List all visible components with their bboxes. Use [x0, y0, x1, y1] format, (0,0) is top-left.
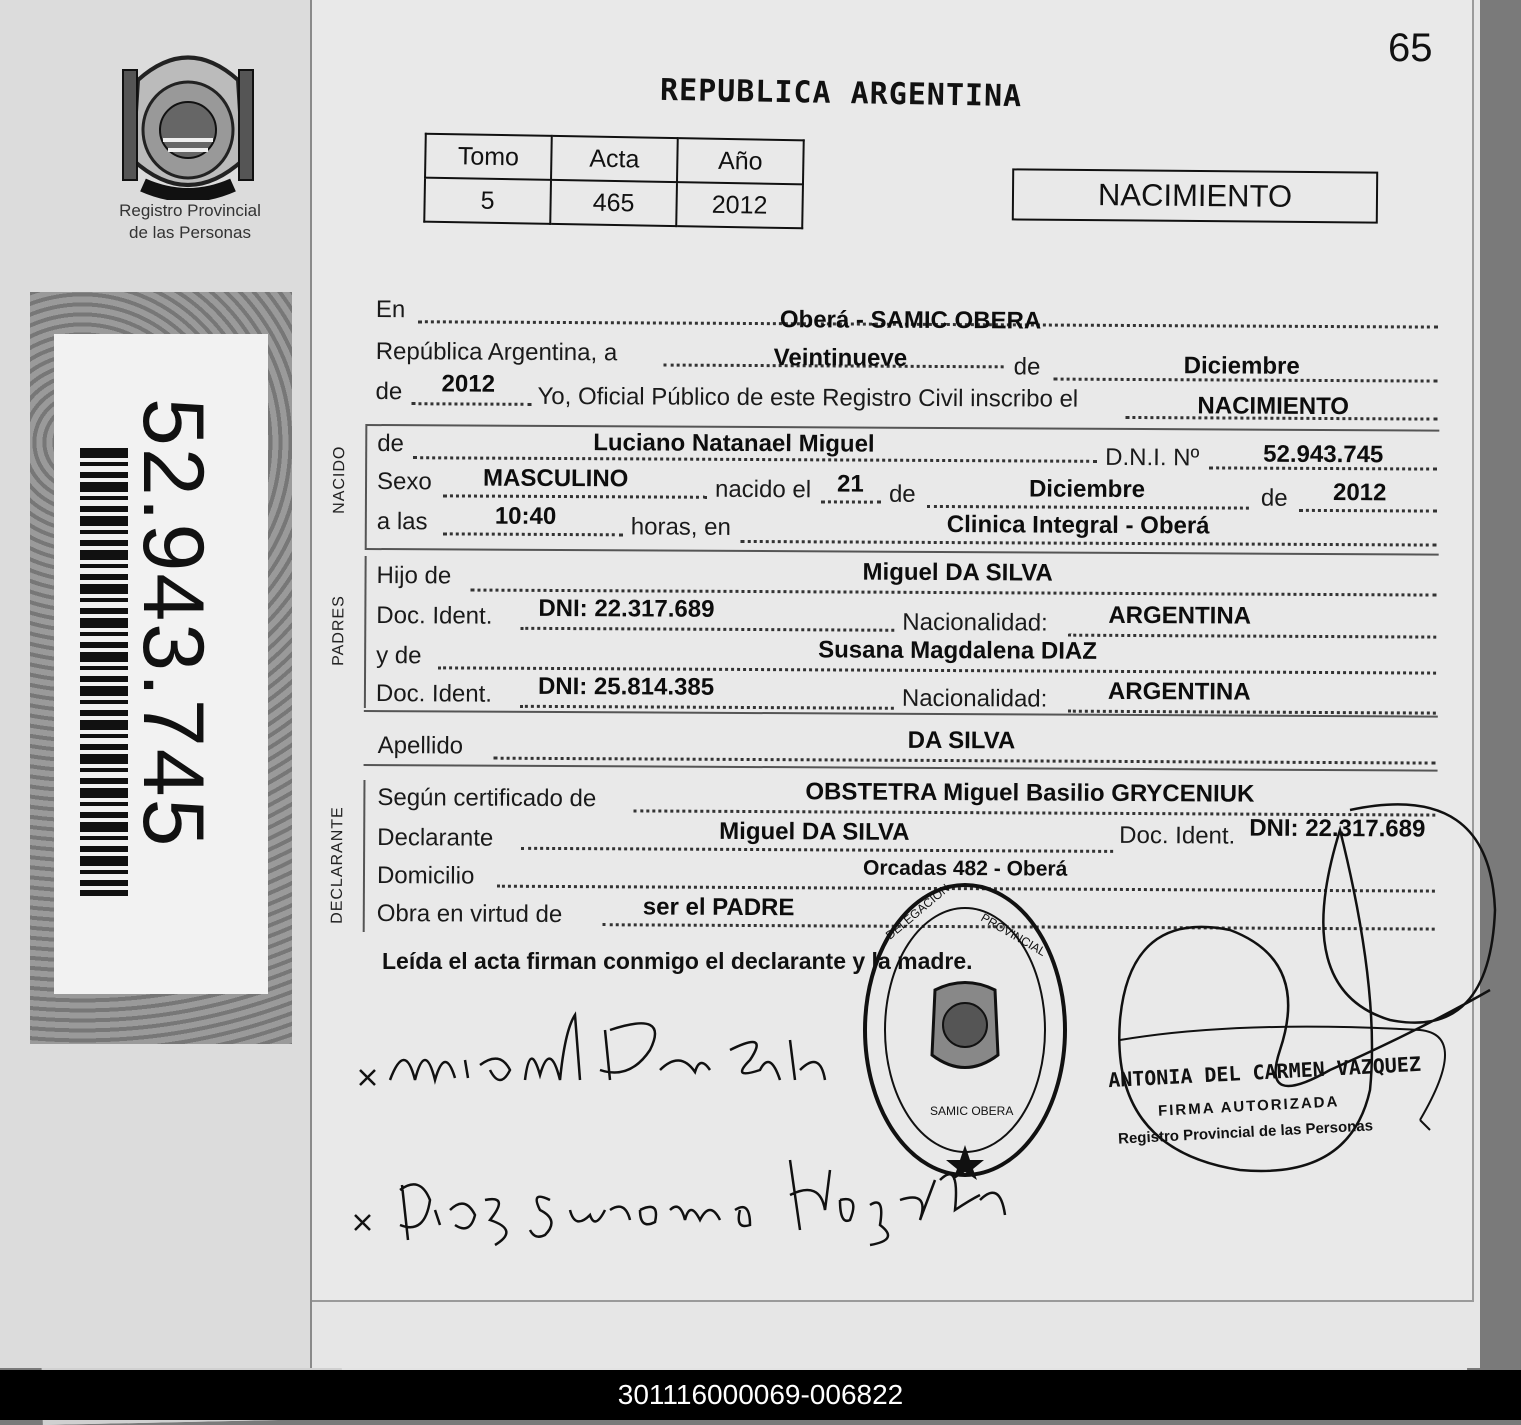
svg-text:DELEGACION: DELEGACION — [882, 880, 953, 943]
section-nacido: NACIDO — [330, 445, 349, 514]
value-address: Orcadas 482 - Oberá — [862, 856, 1068, 881]
label-segun: Según certificado de — [377, 784, 597, 813]
value-certificate: OBSTETRA Miguel Basilio GRYCENIUK — [805, 778, 1255, 808]
label-doc-ident-1: Doc. Ident. — [376, 602, 493, 630]
section-declarante: DECLARANTE — [328, 806, 347, 924]
official-organization: Registro Provincial de las Personas — [1117, 1117, 1374, 1148]
label-y-de: y de — [376, 642, 422, 670]
value-child-dni: 52.943.745 — [1263, 440, 1384, 469]
registry-header-anio: Año — [677, 138, 804, 184]
value-mother: Susana Magdalena DIAZ — [818, 636, 1097, 665]
label-a-las: a las — [376, 508, 428, 536]
label-de-year: de — [1260, 484, 1288, 512]
label-nacido-el: nacido el — [714, 475, 812, 504]
value-birth-place: Clinica Integral - Oberá — [946, 511, 1210, 540]
svg-text:SAMIC OBERA: SAMIC OBERA — [930, 1104, 1014, 1118]
label-de-day: de — [888, 480, 916, 508]
value-mother-nat: ARGENTINA — [1107, 677, 1251, 706]
stub-org-line1: Registro Provincial — [119, 201, 261, 220]
registry-value-tomo: 5 — [424, 178, 551, 224]
value-child-name: Luciano Natanael Miguel — [593, 429, 875, 458]
value-father-nat: ARGENTINA — [1108, 601, 1252, 630]
father-signature-icon — [350, 1010, 830, 1100]
label-nacionalidad-2: Nacionalidad: — [901, 684, 1048, 713]
label-dni: D.N.I. Nº — [1105, 443, 1200, 472]
label-yo-oficial: Yo, Oficial Público de este Registro Civil inscribo el — [537, 382, 1079, 413]
dots-surname — [494, 757, 1436, 765]
label-en: En — [375, 296, 406, 324]
value-birth-month: Diciembre — [1028, 475, 1146, 504]
registry-value-acta: 465 — [550, 180, 677, 226]
value-father-doc: DNI: 22.317.689 — [538, 594, 715, 623]
dots-year — [411, 402, 531, 406]
value-capacity: ser el PADRE — [642, 893, 795, 922]
nacido-bottom-rule — [365, 548, 1439, 556]
record-type-box: NACIMIENTO — [1012, 168, 1378, 223]
svg-text:PROVINCIAL: PROVINCIAL — [978, 910, 1049, 959]
apellido-bottom-rule — [364, 764, 1438, 772]
value-birth-time: 10:40 — [494, 502, 557, 530]
label-domicilio: Domicilio — [376, 862, 475, 890]
dots-father-nat — [1068, 634, 1436, 639]
dots-birth-place — [741, 540, 1437, 547]
label-apellido: Apellido — [377, 732, 464, 760]
nacido-top-rule — [365, 424, 1439, 432]
value-year: 2012 — [441, 370, 496, 398]
registry-value-anio: 2012 — [676, 182, 803, 228]
page-number: 65 — [1388, 26, 1433, 70]
dots-birth-year — [1299, 509, 1437, 513]
footer-code: 301116000069-006822 — [0, 1370, 1521, 1420]
dots-time — [443, 532, 623, 536]
value-month: Diciembre — [1183, 352, 1300, 380]
label-de-name: de — [377, 430, 405, 458]
registry-header-acta: Acta — [551, 136, 678, 182]
dots-declarant — [521, 847, 1113, 853]
label-de-start: de — [375, 378, 403, 406]
label-republica: República Argentina, a — [375, 338, 618, 367]
official-name: ANTONIA DEL CARMEN VAZQUEZ — [1107, 1051, 1422, 1093]
nacido-rule — [365, 426, 368, 548]
stub-barcode-number: 52.943.745 — [125, 398, 221, 849]
value-declarant: Miguel DA SILVA — [719, 817, 910, 846]
label-nacionalidad-1: Nacionalidad: — [902, 608, 1048, 637]
value-place: Oberá - SAMIC OBERA — [779, 306, 1042, 335]
registry-seal-icon — [860, 880, 1070, 1180]
dots-father-doc — [520, 627, 894, 632]
value-declarant-doc: DNI: 22.317.689 — [1249, 814, 1426, 843]
label-de-mid: de — [1013, 353, 1041, 381]
dots-mother-doc — [520, 705, 894, 710]
value-birth-year: 2012 — [1332, 479, 1387, 507]
declarante-rule — [363, 780, 366, 932]
label-doc-ident-3: Doc. Ident. — [1119, 821, 1236, 850]
dots-sex — [443, 494, 707, 498]
label-hijo-de: Hijo de — [376, 562, 452, 590]
value-act-type: NACIMIENTO — [1197, 392, 1350, 421]
label-doc-ident-2: Doc. Ident. — [375, 680, 493, 708]
country-title: REPUBLICA ARGENTINA — [659, 72, 1023, 115]
value-day-word: Veintinueve — [773, 344, 908, 372]
label-obra: Obra en virtud de — [376, 900, 563, 929]
stub-org-line2: de las Personas — [129, 223, 251, 242]
registry-header-tomo: Tomo — [425, 134, 552, 180]
closing-statement: Leída el acta firman conmigo el declarante y la madre. — [382, 948, 973, 974]
official-role: FIRMA AUTORIZADA — [1157, 1093, 1340, 1120]
dots-birth-day — [821, 500, 881, 503]
padres-rule — [364, 556, 367, 708]
value-surname: DA SILVA — [907, 726, 1016, 755]
dots-birth-month — [927, 505, 1249, 510]
value-sex: MASCULINO — [482, 464, 629, 493]
section-padres: PADRES — [330, 595, 348, 666]
value-birth-day: 21 — [836, 470, 864, 498]
label-declarante: Declarante — [377, 824, 494, 852]
label-horas-en: horas, en — [630, 513, 731, 541]
value-father: Miguel DA SILVA — [862, 558, 1053, 587]
value-mother-doc: DNI: 25.814.385 — [537, 672, 715, 701]
label-sexo: Sexo — [376, 468, 432, 496]
